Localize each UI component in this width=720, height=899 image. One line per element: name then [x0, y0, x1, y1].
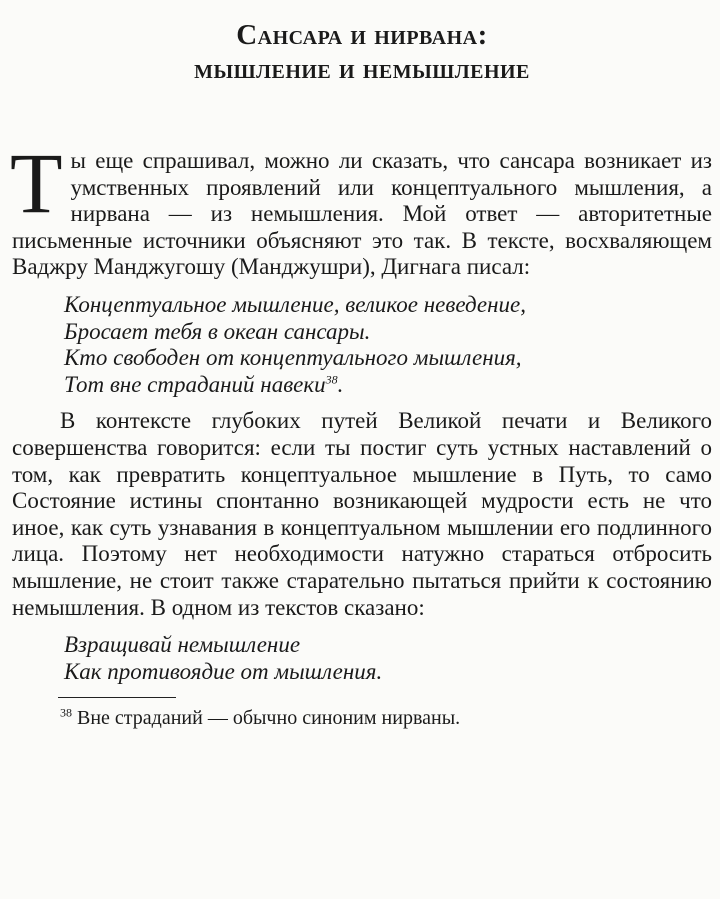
intro-paragraph: [10, 135, 712, 281]
footnote-text: Вне страданий — обычно синоним нирваны.: [77, 707, 461, 730]
verse-quote-2: [64, 632, 712, 685]
verse-line: Концептуальное мышление, великое неведение,: [64, 291, 526, 317]
drop-cap: Т: [10, 135, 63, 231]
verse-line: Бросает тебя в океан сансары.: [64, 318, 371, 344]
footnote-number: 38: [60, 705, 72, 720]
verse-line: Как противоядие от мышления.: [64, 658, 383, 684]
verse-line-text: Тот вне страданий навеки: [64, 371, 326, 397]
chapter-title-line-1: Сансара и нирвана:: [236, 19, 488, 51]
footnote-reference[interactable]: 38: [325, 372, 338, 387]
chapter-title: [12, 18, 712, 86]
verse-line: Взращивай немышление: [64, 632, 301, 658]
verse-line: [64, 372, 712, 399]
body-paragraph: В контексте глубоких путей Великой печати и Великого совершенства говорится: если ты постиг суть устных наставлений о том, как превратить концептуальное мышление в Путь, то само Состояние истины спонтанно возникающей мудрости есть не что иное, как суть узнавания в концептуальном мышлении его подлинного лица. Поэтому нет необходимости натужно стараться отбросить мышление, не стоит также старательно пытаться прийти к состоянию немышления. В одном из текстов сказано:: [12, 408, 712, 620]
verse-line-end: .: [337, 371, 344, 397]
footnote-divider: [58, 697, 176, 698]
verse-line: Кто свободен от концептуального мышления,: [64, 345, 522, 371]
chapter-title-line-2: мышление и немышление: [194, 53, 530, 85]
verse-quote-1: [64, 292, 712, 398]
footnote: [60, 706, 712, 730]
intro-text: ы еще спрашивал, можно ли сказать, что сансара возникает из умственных проявлений или концептуального мышления, а нирвана — из немышления. Мой ответ — авторитетные письменные источники объясняют это так. В тексте, восхваляющем Ваджру Манджугошу (Манджушри), Дигнага писал:: [12, 148, 712, 280]
